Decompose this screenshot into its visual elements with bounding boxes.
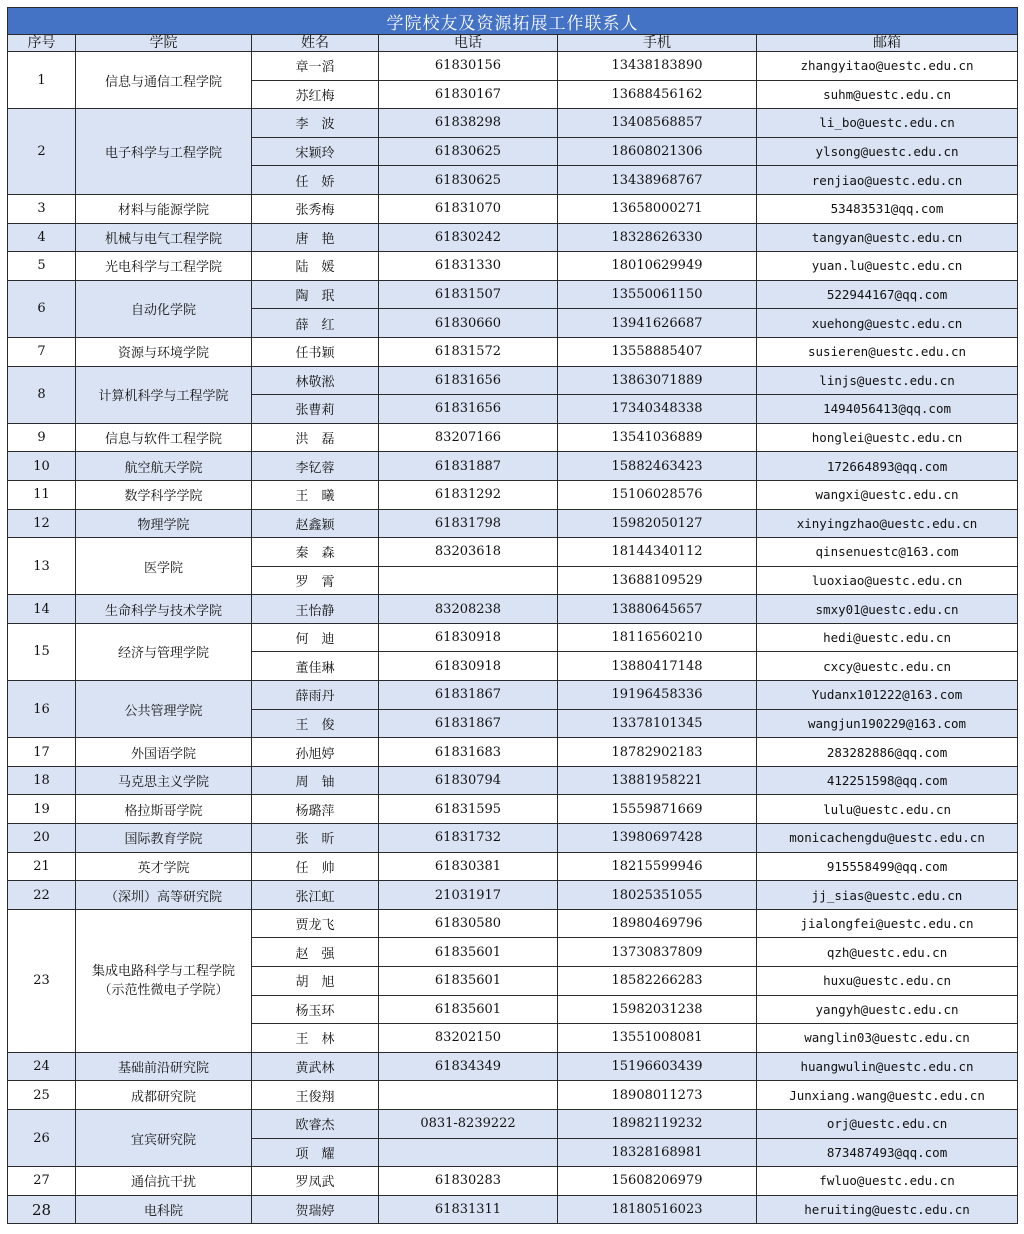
telephone-cell: 61831070: [379, 194, 558, 223]
name-cell: 贺瑞婷: [252, 1195, 379, 1224]
name-cell: 张秀梅: [252, 194, 379, 223]
mobile-cell: 13541036889: [558, 423, 757, 452]
telephone-cell: 61835601: [379, 938, 558, 967]
name-cell: 董佳琳: [252, 652, 379, 681]
row-index: 16: [8, 681, 76, 738]
college-cell: 信息与通信工程学院: [76, 52, 252, 109]
table-row: [8, 1109, 1018, 1138]
header-index: 序号: [8, 35, 76, 52]
telephone-cell: 61835601: [379, 995, 558, 1024]
row-index: 28: [8, 1195, 76, 1224]
college-cell: 外国语学院: [76, 738, 252, 767]
row-index: 17: [8, 738, 76, 767]
row-index: 26: [8, 1109, 76, 1166]
email-cell: 53483531@qq.com: [757, 194, 1018, 223]
mobile-cell: 15982050127: [558, 509, 757, 538]
table-row: [8, 52, 1018, 81]
college-cell: 光电科学与工程学院: [76, 252, 252, 281]
mobile-cell: 13863071889: [558, 366, 757, 395]
email-cell: honglei@uestc.edu.cn: [757, 423, 1018, 452]
row-index: 13: [8, 538, 76, 595]
table-body: [8, 52, 1018, 1224]
telephone-cell: 0831-8239222: [379, 1109, 558, 1138]
email-cell: yangyh@uestc.edu.cn: [757, 995, 1018, 1024]
email-cell: li_bo@uestc.edu.cn: [757, 109, 1018, 138]
college-cell: 医学院: [76, 538, 252, 595]
email-cell: jialongfei@uestc.edu.cn: [757, 909, 1018, 938]
email-cell: 873487493@qq.com: [757, 1138, 1018, 1167]
row-index: 15: [8, 623, 76, 680]
table-row: [8, 824, 1018, 853]
name-cell: 赵 强: [252, 938, 379, 967]
email-cell: susieren@uestc.edu.cn: [757, 337, 1018, 366]
telephone-cell: 61831867: [379, 681, 558, 710]
name-cell: 陶 珉: [252, 280, 379, 309]
row-index: 18: [8, 766, 76, 795]
college-cell: 格拉斯哥学院: [76, 795, 252, 824]
email-cell: linjs@uestc.edu.cn: [757, 366, 1018, 395]
telephone-cell: [379, 566, 558, 595]
telephone-cell: 61831507: [379, 280, 558, 309]
telephone-cell: 61830381: [379, 852, 558, 881]
row-index: 8: [8, 366, 76, 423]
table-row: [8, 1081, 1018, 1110]
email-cell: wangxi@uestc.edu.cn: [757, 480, 1018, 509]
email-cell: suhm@uestc.edu.cn: [757, 80, 1018, 109]
header-mobile: 手机: [558, 35, 757, 52]
name-cell: 唐 艳: [252, 223, 379, 252]
table-row: [8, 109, 1018, 138]
mobile-cell: 13941626687: [558, 309, 757, 338]
mobile-cell: 13980697428: [558, 824, 757, 853]
row-index: 20: [8, 824, 76, 853]
row-index: 25: [8, 1081, 76, 1110]
telephone-cell: 61831656: [379, 395, 558, 424]
table-row: [8, 1052, 1018, 1081]
table-row: [8, 1167, 1018, 1196]
table-row: [8, 881, 1018, 910]
telephone-cell: 21031917: [379, 881, 558, 910]
telephone-cell: 61835601: [379, 967, 558, 996]
row-index: 7: [8, 337, 76, 366]
mobile-cell: 13550061150: [558, 280, 757, 309]
telephone-cell: 83207166: [379, 423, 558, 452]
table-row: [8, 852, 1018, 881]
telephone-cell: 61831683: [379, 738, 558, 767]
college-cell: 英才学院: [76, 852, 252, 881]
mobile-cell: 18982119232: [558, 1109, 757, 1138]
mobile-cell: 18908011273: [558, 1081, 757, 1110]
name-cell: 王 林: [252, 1024, 379, 1053]
table-row: [8, 795, 1018, 824]
row-index: 4: [8, 223, 76, 252]
email-cell: 1494056413@qq.com: [757, 395, 1018, 424]
email-cell: Junxiang.wang@uestc.edu.cn: [757, 1081, 1018, 1110]
table-row: [8, 223, 1018, 252]
college-cell: 航空航天学院: [76, 452, 252, 481]
email-cell: renjiao@uestc.edu.cn: [757, 166, 1018, 195]
table-row: [8, 681, 1018, 710]
college-cell: 基础前沿研究院: [76, 1052, 252, 1081]
mobile-cell: 18215599946: [558, 852, 757, 881]
college-cell: 生命科学与技术学院: [76, 595, 252, 624]
college-cell: 公共管理学院: [76, 681, 252, 738]
name-cell: 任书颖: [252, 337, 379, 366]
row-index: 11: [8, 480, 76, 509]
table-row: [8, 538, 1018, 567]
table-row: [8, 480, 1018, 509]
row-index: 1: [8, 52, 76, 109]
name-cell: 苏红梅: [252, 80, 379, 109]
college-cell: 材料与能源学院: [76, 194, 252, 223]
mobile-cell: 15608206979: [558, 1167, 757, 1196]
name-cell: 张曹莉: [252, 395, 379, 424]
email-cell: smxy01@uestc.edu.cn: [757, 595, 1018, 624]
table-title: 学院校友及资源拓展工作联系人: [8, 8, 1018, 35]
email-cell: xinyingzhao@uestc.edu.cn: [757, 509, 1018, 538]
telephone-cell: 61831798: [379, 509, 558, 538]
mobile-cell: 13558885407: [558, 337, 757, 366]
name-cell: 张 昕: [252, 824, 379, 853]
college-cell: 电子科学与工程学院: [76, 109, 252, 195]
college-cell: 自动化学院: [76, 280, 252, 337]
name-cell: 罗 霄: [252, 566, 379, 595]
name-cell: 赵鑫颖: [252, 509, 379, 538]
name-cell: 秦 森: [252, 538, 379, 567]
name-cell: 李钇蓉: [252, 452, 379, 481]
email-cell: 522944167@qq.com: [757, 280, 1018, 309]
telephone-cell: 61830625: [379, 166, 558, 195]
mobile-cell: 13438183890: [558, 52, 757, 81]
mobile-cell: 18180516023: [558, 1195, 757, 1224]
mobile-cell: 18328626330: [558, 223, 757, 252]
email-cell: qzh@uestc.edu.cn: [757, 938, 1018, 967]
college-cell: 成都研究院: [76, 1081, 252, 1110]
row-index: 6: [8, 280, 76, 337]
name-cell: 林敬淞: [252, 366, 379, 395]
mobile-cell: 15559871669: [558, 795, 757, 824]
contact-table-container: [7, 7, 1017, 1224]
college-cell: 数学科学学院: [76, 480, 252, 509]
telephone-cell: 61830625: [379, 137, 558, 166]
name-cell: 陆 媛: [252, 252, 379, 281]
telephone-cell: [379, 1081, 558, 1110]
email-cell: lulu@uestc.edu.cn: [757, 795, 1018, 824]
name-cell: 胡 旭: [252, 967, 379, 996]
email-cell: hedi@uestc.edu.cn: [757, 623, 1018, 652]
telephone-cell: 61831311: [379, 1195, 558, 1224]
mobile-cell: 13688456162: [558, 80, 757, 109]
email-cell: monicachengdu@uestc.edu.cn: [757, 824, 1018, 853]
name-cell: 王怡静: [252, 595, 379, 624]
mobile-cell: 18116560210: [558, 623, 757, 652]
title-row: [8, 8, 1018, 35]
college-cell: 马克思主义学院: [76, 766, 252, 795]
name-cell: 项 耀: [252, 1138, 379, 1167]
name-cell: 王俊翔: [252, 1081, 379, 1110]
name-cell: 任 帅: [252, 852, 379, 881]
mobile-cell: 13880645657: [558, 595, 757, 624]
email-cell: xuehong@uestc.edu.cn: [757, 309, 1018, 338]
mobile-cell: 18010629949: [558, 252, 757, 281]
telephone-cell: 61830794: [379, 766, 558, 795]
email-cell: fwluo@uestc.edu.cn: [757, 1167, 1018, 1196]
header-college: 学院: [76, 35, 252, 52]
college-cell: 机械与电气工程学院: [76, 223, 252, 252]
mobile-cell: 13880417148: [558, 652, 757, 681]
email-cell: jj_sias@uestc.edu.cn: [757, 881, 1018, 910]
table-row: [8, 1195, 1018, 1224]
table-row: [8, 366, 1018, 395]
name-cell: 王 曦: [252, 480, 379, 509]
name-cell: 黄武林: [252, 1052, 379, 1081]
mobile-cell: 15982031238: [558, 995, 757, 1024]
name-cell: 周 铀: [252, 766, 379, 795]
telephone-cell: 61834349: [379, 1052, 558, 1081]
college-cell: 通信抗干扰: [76, 1167, 252, 1196]
table-row: [8, 595, 1018, 624]
telephone-cell: 61830918: [379, 652, 558, 681]
contact-table: [7, 7, 1018, 1224]
email-cell: Yudanx101222@163.com: [757, 681, 1018, 710]
email-cell: yuan.lu@uestc.edu.cn: [757, 252, 1018, 281]
mobile-cell: 15196603439: [558, 1052, 757, 1081]
college-cell: 经济与管理学院: [76, 623, 252, 680]
mobile-cell: 13688109529: [558, 566, 757, 595]
table-row: [8, 738, 1018, 767]
name-cell: 贾龙飞: [252, 909, 379, 938]
row-index: 3: [8, 194, 76, 223]
row-index: 21: [8, 852, 76, 881]
name-cell: 洪 磊: [252, 423, 379, 452]
name-cell: 罗凤武: [252, 1167, 379, 1196]
name-cell: 何 迪: [252, 623, 379, 652]
name-cell: 薛 红: [252, 309, 379, 338]
header-name: 姓名: [252, 35, 379, 52]
name-cell: 杨玉环: [252, 995, 379, 1024]
name-cell: 王 俊: [252, 709, 379, 738]
mobile-cell: 15882463423: [558, 452, 757, 481]
telephone-cell: 61831887: [379, 452, 558, 481]
name-cell: 张江虹: [252, 881, 379, 910]
college-cell: 宜宾研究院: [76, 1109, 252, 1166]
telephone-cell: 61831656: [379, 366, 558, 395]
mobile-cell: 13551008081: [558, 1024, 757, 1053]
mobile-cell: 13881958221: [558, 766, 757, 795]
mobile-cell: 18144340112: [558, 538, 757, 567]
telephone-cell: 61838298: [379, 109, 558, 138]
email-cell: huangwulin@uestc.edu.cn: [757, 1052, 1018, 1081]
name-cell: 章一滔: [252, 52, 379, 81]
telephone-cell: 61831867: [379, 709, 558, 738]
college-cell: 集成电路科学与工程学院（示范性微电子学院）: [76, 909, 252, 1052]
mobile-cell: 18328168981: [558, 1138, 757, 1167]
college-cell: 资源与环境学院: [76, 337, 252, 366]
college-cell: 物理学院: [76, 509, 252, 538]
name-cell: 宋颖玲: [252, 137, 379, 166]
telephone-cell: 61830660: [379, 309, 558, 338]
table-row: [8, 509, 1018, 538]
email-cell: ylsong@uestc.edu.cn: [757, 137, 1018, 166]
telephone-cell: 61830283: [379, 1167, 558, 1196]
mobile-cell: 17340348338: [558, 395, 757, 424]
telephone-cell: 61831732: [379, 824, 558, 853]
name-cell: 孙旭婷: [252, 738, 379, 767]
telephone-cell: 61830918: [379, 623, 558, 652]
telephone-cell: 61831572: [379, 337, 558, 366]
telephone-cell: 61830242: [379, 223, 558, 252]
email-cell: 915558499@qq.com: [757, 852, 1018, 881]
telephone-cell: 61831292: [379, 480, 558, 509]
table-row: [8, 252, 1018, 281]
email-cell: qinsenuestc@163.com: [757, 538, 1018, 567]
table-row: [8, 423, 1018, 452]
mobile-cell: 18582266283: [558, 967, 757, 996]
row-index: 19: [8, 795, 76, 824]
college-cell: 国际教育学院: [76, 824, 252, 853]
college-cell: （深圳）高等研究院: [76, 881, 252, 910]
mobile-cell: 18025351055: [558, 881, 757, 910]
mobile-cell: 18782902183: [558, 738, 757, 767]
telephone-cell: [379, 1138, 558, 1167]
telephone-cell: 61831595: [379, 795, 558, 824]
telephone-cell: 83203618: [379, 538, 558, 567]
email-cell: heruiting@uestc.edu.cn: [757, 1195, 1018, 1224]
name-cell: 欧睿杰: [252, 1109, 379, 1138]
mobile-cell: 13408568857: [558, 109, 757, 138]
table-row: [8, 452, 1018, 481]
row-index: 24: [8, 1052, 76, 1081]
row-index: 2: [8, 109, 76, 195]
telephone-cell: 83202150: [379, 1024, 558, 1053]
email-cell: cxcy@uestc.edu.cn: [757, 652, 1018, 681]
email-cell: wanglin03@uestc.edu.cn: [757, 1024, 1018, 1053]
table-row: [8, 337, 1018, 366]
name-cell: 杨璐萍: [252, 795, 379, 824]
email-cell: 412251598@qq.com: [757, 766, 1018, 795]
table-row: [8, 909, 1018, 938]
college-cell: 计算机科学与工程学院: [76, 366, 252, 423]
email-cell: wangjun190229@163.com: [757, 709, 1018, 738]
mobile-cell: 19196458336: [558, 681, 757, 710]
header-row: [8, 35, 1018, 52]
table-row: [8, 766, 1018, 795]
mobile-cell: 18608021306: [558, 137, 757, 166]
row-index: 5: [8, 252, 76, 281]
email-cell: orj@uestc.edu.cn: [757, 1109, 1018, 1138]
email-cell: huxu@uestc.edu.cn: [757, 967, 1018, 996]
header-email: 邮箱: [757, 35, 1018, 52]
table-row: [8, 623, 1018, 652]
email-cell: luoxiao@uestc.edu.cn: [757, 566, 1018, 595]
name-cell: 薛雨丹: [252, 681, 379, 710]
telephone-cell: 61830580: [379, 909, 558, 938]
name-cell: 李 波: [252, 109, 379, 138]
email-cell: zhangyitao@uestc.edu.cn: [757, 52, 1018, 81]
telephone-cell: 61831330: [379, 252, 558, 281]
telephone-cell: 83208238: [379, 595, 558, 624]
email-cell: 172664893@qq.com: [757, 452, 1018, 481]
mobile-cell: 13730837809: [558, 938, 757, 967]
email-cell: tangyan@uestc.edu.cn: [757, 223, 1018, 252]
mobile-cell: 13658000271: [558, 194, 757, 223]
telephone-cell: 61830167: [379, 80, 558, 109]
row-index: 12: [8, 509, 76, 538]
telephone-cell: 61830156: [379, 52, 558, 81]
college-cell: 电科院: [76, 1195, 252, 1224]
email-cell: 283282886@qq.com: [757, 738, 1018, 767]
college-cell: 信息与软件工程学院: [76, 423, 252, 452]
row-index: 23: [8, 909, 76, 1052]
row-index: 22: [8, 881, 76, 910]
mobile-cell: 13438968767: [558, 166, 757, 195]
mobile-cell: 13378101345: [558, 709, 757, 738]
row-index: 9: [8, 423, 76, 452]
row-index: 10: [8, 452, 76, 481]
mobile-cell: 18980469796: [558, 909, 757, 938]
table-row: [8, 194, 1018, 223]
table-row: [8, 280, 1018, 309]
name-cell: 任 娇: [252, 166, 379, 195]
mobile-cell: 15106028576: [558, 480, 757, 509]
header-telephone: 电话: [379, 35, 558, 52]
row-index: 14: [8, 595, 76, 624]
row-index: 27: [8, 1167, 76, 1196]
